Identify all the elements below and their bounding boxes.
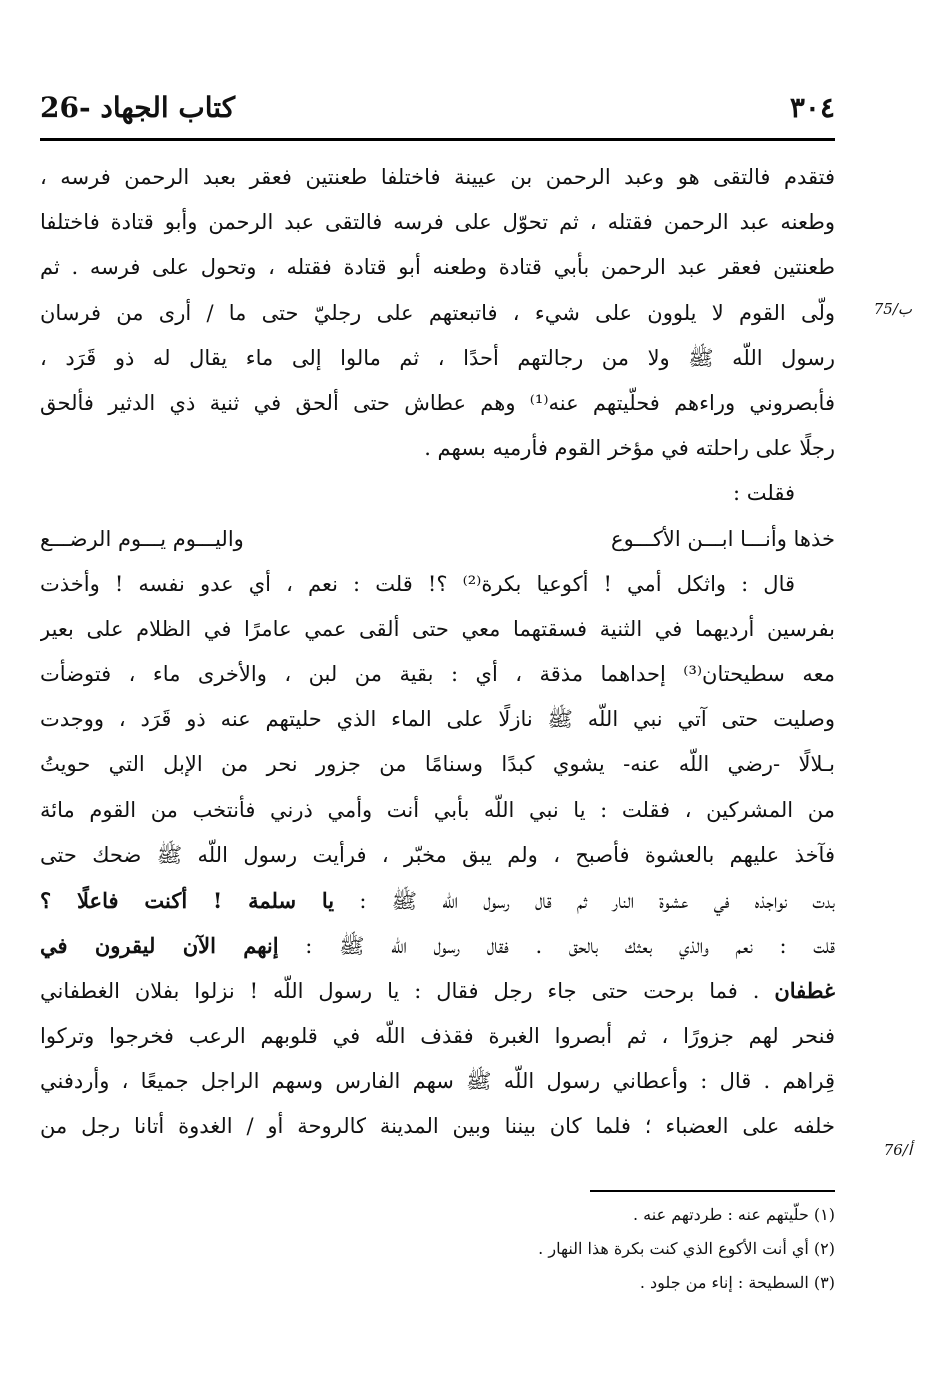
footnote-1: (١) حلّيتهم عنه : طردتهم عنه . xyxy=(632,1205,835,1224)
text-line: فتقدم فالتقى هو وعبد الرحمن بن عيينة فاختلفا طعنتين فعقر بعبد الرحمن فرسه ، xyxy=(40,165,835,189)
text-line: وطعنه عبد الرحمن فقتله ، ثم تحوّل على فرسه فالتقى عبد الرحمن وأبو قتادة فاختلفا xyxy=(40,210,835,235)
text-line: فقلت : xyxy=(733,481,795,506)
footnote-rule xyxy=(590,1190,835,1192)
text-line xyxy=(40,878,835,923)
page-number: ٣٠٤ xyxy=(789,90,835,124)
text-line: قال : واثكل أمي ! أكوعيا بكرة⁽²⁾ ؟! قلت : نعم ، أي عدو نفسه ! وأخذت xyxy=(40,571,796,596)
bold-quote: يا سلمة ! أكنت فاعلًا ؟ xyxy=(40,888,335,913)
chapter-title: 26- كتاب الجهاد xyxy=(40,90,236,124)
text-line: خلفه على العضباء ؛ فلما كان بيننا وبين المدينة كالروحة أو / الغدوة أتانا رجل من xyxy=(40,1113,835,1138)
bold-quote: غطفان xyxy=(774,978,835,1004)
footnote-2: (٢) أي أنت الأكوع الذي كنت بكرة هذا النهار . xyxy=(538,1239,835,1258)
footnotes xyxy=(40,1198,835,1300)
text-line xyxy=(40,968,835,1013)
text-line: قِراهم . قال : وأعطاني رسول اللّه ﷺ سهم الفارس وسهم الراجل جميعًا ، وأردفني xyxy=(40,1068,835,1093)
text-line: بـلالًا -رضي اللّه عنه- يشوي كبدًا وسنامًا من جزور نحر من الإبل التي حويتُ xyxy=(40,752,835,777)
margin-note-folio-76a: 76/أ xyxy=(883,1141,912,1159)
text-line: وصليت حتى آتي نبي اللّه ﷺ نازلًا على الماء الذي حليتهم عنه ذو قَرَد ، ووجدت xyxy=(40,707,835,732)
text-line: فأبصروني وراءهم فحلّيتهم عنه⁽¹⁾ وهم عطاش حتى ألحق في ثنية ذي الدثير فألحق xyxy=(40,390,835,415)
bold-quote: إنهم الآن ليقرون في xyxy=(40,933,279,959)
text-line: فآخذ عليهم بالعشوة فأصبح ، ولم يبق مخبّر ، فرأيت رسول اللّه ﷺ ضحك حتى xyxy=(40,842,835,867)
text-line: رسول اللّه ﷺ ولا من رجالتهم أحدًا ، ثم مالوا إلى ماء يقال له ذو قَرَد ، xyxy=(40,345,835,370)
text-line: فنحر لهم جزورًا ، ثم أبصروا الغبرة فقذف اللّه في قلوبهم الرعب فخرجوا وتركوا xyxy=(40,1023,835,1048)
text-line: من المشركين ، فقلت : يا نبي اللّه بأبي أنت وأمي ذرني فأنتخب من القوم مائة xyxy=(40,797,835,822)
poem-hemistich-left: واليـــوم يـــوم الرضـــع xyxy=(40,526,244,551)
text-line: طعنتين فعقر عبد الرحمن بأبي قتادة وطعنه أبو قتادة فقتله ، وتحول على فرسه . ثم xyxy=(40,255,835,280)
text-line: رجلًا على راحلته في مؤخر القوم فأرميه بسهم . xyxy=(424,436,835,461)
text-run: بدت نواجذه في عشوة النار ثم قال رسول اللّه ﷺ : xyxy=(334,889,835,913)
text-line: بفرسين أرديهما في الثنية فسقتهما معي حتى ألقى عمي عامرًا في الظلام على بعير xyxy=(40,616,835,641)
poem-hemistich-right: خذها وأنـــا ابـــن الأكـــوع xyxy=(611,526,835,551)
text-line: ولّى القوم لا يلوون على شيء ، فاتبعتهم على رجليّ حتى ما / أرى من فرسان xyxy=(40,300,835,325)
text-line xyxy=(40,923,835,968)
text-run: . فما برحت حتى جاء رجل فقال : يا رسول اللّه ! نزلوا بفلان الغطفاني xyxy=(40,979,775,1004)
main-text xyxy=(40,155,835,1149)
footnote-3: (٣) السطيحة : إناء من جلود . xyxy=(639,1273,835,1292)
header-rule xyxy=(40,138,835,141)
text-line: معه سطيحتان⁽³⁾ إحداهما مذقة ، أي : بقية من لبن ، والأخرى ماء ، فتوضأت xyxy=(40,662,835,687)
poem-verse xyxy=(40,517,835,562)
page-header xyxy=(40,82,835,132)
text-run: قلت : نعم والذي بعثك بالحق . فقال رسول اللّه ﷺ : xyxy=(278,934,835,959)
margin-note-folio-75b: 75/ب xyxy=(873,300,912,318)
